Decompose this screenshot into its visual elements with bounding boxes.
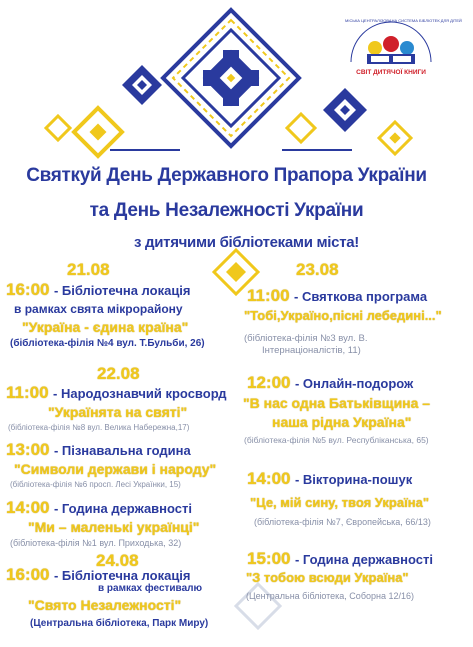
event-time: 16:00 — [6, 565, 50, 584]
event-place: (бібліотека-філія №8 вул. Велика Набережна,17) — [8, 423, 190, 432]
logo-arc-icon — [345, 18, 462, 68]
event-title: "З тобою всюди Україна" — [246, 570, 409, 585]
event-23-1400: 14:00 - Вікторина-пошук — [247, 469, 413, 488]
event-time: 11:00 — [6, 383, 49, 402]
library-logo — [345, 18, 462, 80]
event-place: (бібліотека-філія №6 просп. Лесі Українки, 15) — [10, 480, 181, 489]
event-23-1200: 12:00 - Онлайн-подорож — [247, 373, 414, 392]
event-time: 12:00 — [247, 373, 291, 392]
event-subtitle: в рамках фестивалю — [98, 583, 203, 594]
event-type: Бібліотечна локація — [61, 568, 191, 583]
event-title: "Тобі,Україно,пісні лебедині..." — [244, 308, 442, 323]
event-subtitle: в рамках свята мікрорайону — [14, 302, 183, 316]
event-22-1300: 13:00 - Пізнавальна година — [6, 440, 191, 459]
event-title: "Українята на святі" — [48, 404, 188, 420]
event-place-cont: Інтернаціоналістів, 11) — [262, 345, 361, 356]
event-place: (Центральна бібліотека, Парк Миру) — [30, 618, 209, 629]
event-24-1600: 16:00 - Бібліотечна локація — [6, 565, 191, 584]
event-22-1400: 14:00 - Година державності — [6, 498, 192, 517]
event-type: Вікторина-пошук — [302, 472, 413, 487]
event-title: "Ми – маленькі українці" — [28, 519, 200, 535]
event-place: (Центральна бібліотека, Соборна 12/16) — [246, 591, 414, 601]
center-ornament-lower — [228, 580, 288, 640]
event-title: "В нас одна Батьківщина – — [243, 395, 431, 411]
event-type: Пізнавальна година — [61, 443, 191, 458]
event-type: Онлайн-подорож — [302, 376, 414, 391]
heading-line3: з дитячими бібліотеками міста! — [133, 234, 359, 251]
event-type: Бібліотечна локація — [61, 283, 191, 298]
date-24: 24.08 — [96, 551, 139, 570]
event-title: "Україна - єдина країна" — [22, 319, 189, 335]
date-21: 21.08 — [67, 260, 110, 279]
heading-line2: та День Незалежності України — [89, 200, 364, 221]
event-place: (бібліотека-філія №5 вул. Республіканська, 65) — [244, 435, 429, 445]
event-time: 13:00 — [6, 440, 50, 459]
event-title: "Символи держави і народу" — [14, 461, 217, 477]
event-type: Святкова програма — [301, 289, 428, 304]
event-place: (бібліотека-філія №1 вул. Приходька, 32) — [10, 538, 182, 548]
event-time: 14:00 — [6, 498, 50, 517]
event-time: 15:00 — [247, 549, 291, 568]
event-place: (бібліотека-філія №3 вул. В. — [244, 333, 368, 344]
event-place: (бібліотека-філія №4 вул. Т.Бульби, 26) — [10, 338, 205, 349]
event-title: "Свято Незалежності" — [28, 597, 182, 613]
date-23: 23.08 — [296, 260, 339, 279]
event-21-1600: 16:00 - Бібліотечна локація — [6, 280, 191, 299]
heading-line1: Святкуй День Державного Прапора України — [26, 165, 427, 186]
date-22: 22.08 — [97, 364, 140, 383]
event-type: Народознавчий кросворд — [60, 386, 227, 401]
event-title: "Це, мій сину, твоя Україна" — [250, 495, 429, 510]
event-time: 11:00 — [247, 286, 290, 305]
event-22-1100: 11:00 - Народознавчий кросворд — [6, 383, 227, 402]
event-23-1100: 11:00 - Святкова програма — [247, 286, 428, 305]
event-time: 16:00 — [6, 280, 50, 299]
event-type: Година державності — [61, 501, 192, 516]
event-23-1500: 15:00 - Година державності — [247, 549, 433, 568]
event-place: (бібліотека-філія №7, Європейська, 66/13) — [254, 517, 431, 527]
event-type: Година державності — [302, 552, 433, 567]
logo-name: СВІТ ДИТЯЧОЇ КНИГИ — [356, 69, 426, 76]
event-time: 14:00 — [247, 469, 291, 488]
logo-arc-text: МІСЬКА ЦЕНТРАЛІЗОВАНА СИСТЕМА БІБЛІОТЕК ДЛЯ ДІТЕЙ — [345, 18, 462, 23]
event-title-cont: наша рідна Україна" — [272, 414, 412, 430]
